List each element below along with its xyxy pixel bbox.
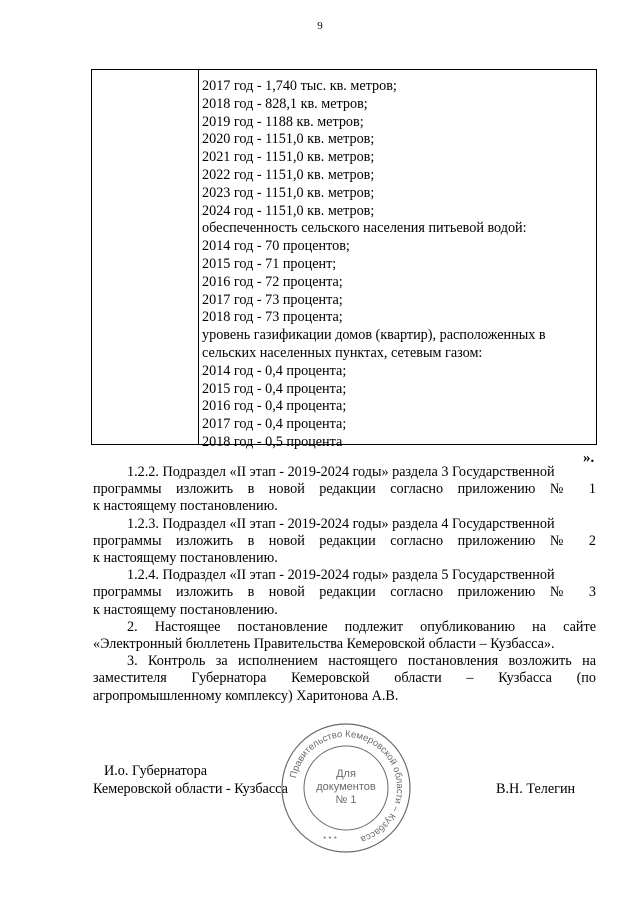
table-line: 2018 год - 73 процента; — [202, 309, 343, 326]
closing-quote: ». — [583, 450, 595, 466]
table-line: 2016 год - 72 процента; — [202, 273, 343, 290]
table-column-divider — [198, 70, 199, 444]
table-line: 2020 год - 1151,0 кв. метров; — [202, 131, 375, 148]
paragraph-line: 1.2.2. Подраздел «II этап - 2019-2024 годы» раздела 3 Государственной — [127, 464, 555, 480]
table-line: 2014 год - 0,4 процента; — [202, 362, 347, 379]
paragraph-1-2-4 — [93, 567, 596, 619]
stamp-center-line: № 1 — [335, 794, 357, 806]
indicators-table — [91, 69, 597, 450]
paragraph-1-2-2 — [93, 464, 596, 516]
table-line: обеспеченность сельского населения питьевой водой: — [202, 220, 527, 237]
table-line: 2015 год - 71 процент; — [202, 255, 337, 272]
stamp-stars: * * * — [323, 835, 337, 844]
table-line: 2018 год - 828,1 кв. метров; — [202, 95, 368, 112]
paragraph-line: 3. Контроль за исполнением настоящего постановления возложить на — [127, 653, 596, 670]
paragraph-line: к настоящему постановлению. — [93, 498, 278, 515]
stamp-center-line: Для — [336, 768, 356, 780]
table-line: 2023 год - 1151,0 кв. метров; — [202, 184, 375, 201]
table-line: 2019 год - 1188 кв. метров; — [202, 113, 364, 130]
page-number: 9 — [317, 20, 323, 32]
paragraph-line: 1.2.4. Подраздел «II этап - 2019-2024 годы» раздела 5 Государственной — [127, 567, 555, 584]
paragraph-1-2-3 — [93, 516, 596, 568]
paragraph-line: 1.2.3. Подраздел «II этап - 2019-2024 годы» раздела 4 Государственной — [127, 515, 555, 532]
table-line: 2014 год - 70 процентов; — [202, 238, 350, 255]
paragraph-line: 2. Настоящее постановление подлежит опубликованию на сайте — [127, 618, 596, 635]
table-line: 2021 год - 1151,0 кв. метров; — [202, 149, 375, 166]
paragraph-line: к настоящему постановлению. — [93, 601, 278, 618]
table-line: 2022 год - 1151,0 кв. метров; — [202, 166, 375, 183]
table-line: уровень газификации домов (квартир), расположенных в — [202, 327, 546, 344]
paragraph-line: «Электронный бюллетень Правительства Кемеровской области – Кузбасса». — [93, 636, 555, 653]
signatory-name: В.Н. Телегин — [496, 781, 576, 797]
official-stamp — [280, 722, 412, 854]
table-line: 2017 год - 1,740 тыс. кв. метров; — [202, 78, 397, 94]
table-line: 2016 год - 0,4 процента; — [202, 398, 347, 415]
table-line: 2024 год - 1151,0 кв. метров; — [202, 202, 375, 219]
paragraph-line: заместителя Губернатора Кемеровской области – Кузбасса (по — [93, 670, 596, 687]
table-values-cell — [202, 78, 590, 452]
table-line: 2017 год - 73 процента; — [202, 291, 343, 308]
table-line: сельских населенных пунктах, сетевым газом: — [202, 344, 483, 361]
stamp-ring-text: Правительство Кемеровской области – Кузбасса — [288, 728, 406, 845]
paragraph-3 — [93, 653, 596, 705]
table-line: 2017 год - 0,4 процента; — [202, 416, 347, 433]
paragraph-2 — [93, 619, 596, 653]
document-body — [93, 464, 596, 705]
signatory-title-line1: И.о. Губернатора — [104, 763, 207, 779]
table-line: 2018 год - 0,5 процента — [202, 433, 343, 450]
paragraph-line: программы изложить в новой редакции согласно приложению № 1 — [93, 481, 596, 498]
paragraph-line: программы изложить в новой редакции согласно приложению № 3 — [93, 584, 596, 601]
stamp-center-line: документов — [316, 781, 376, 793]
signatory-title-line2: Кемеровской области - Кузбасса — [93, 781, 288, 797]
table-line: 2015 год - 0,4 процента; — [202, 380, 347, 397]
paragraph-line: к настоящему постановлению. — [93, 550, 278, 567]
paragraph-line: агропромышленному комплексу) Харитонова А.В. — [93, 687, 399, 704]
paragraph-line: программы изложить в новой редакции согласно приложению № 2 — [93, 532, 596, 549]
